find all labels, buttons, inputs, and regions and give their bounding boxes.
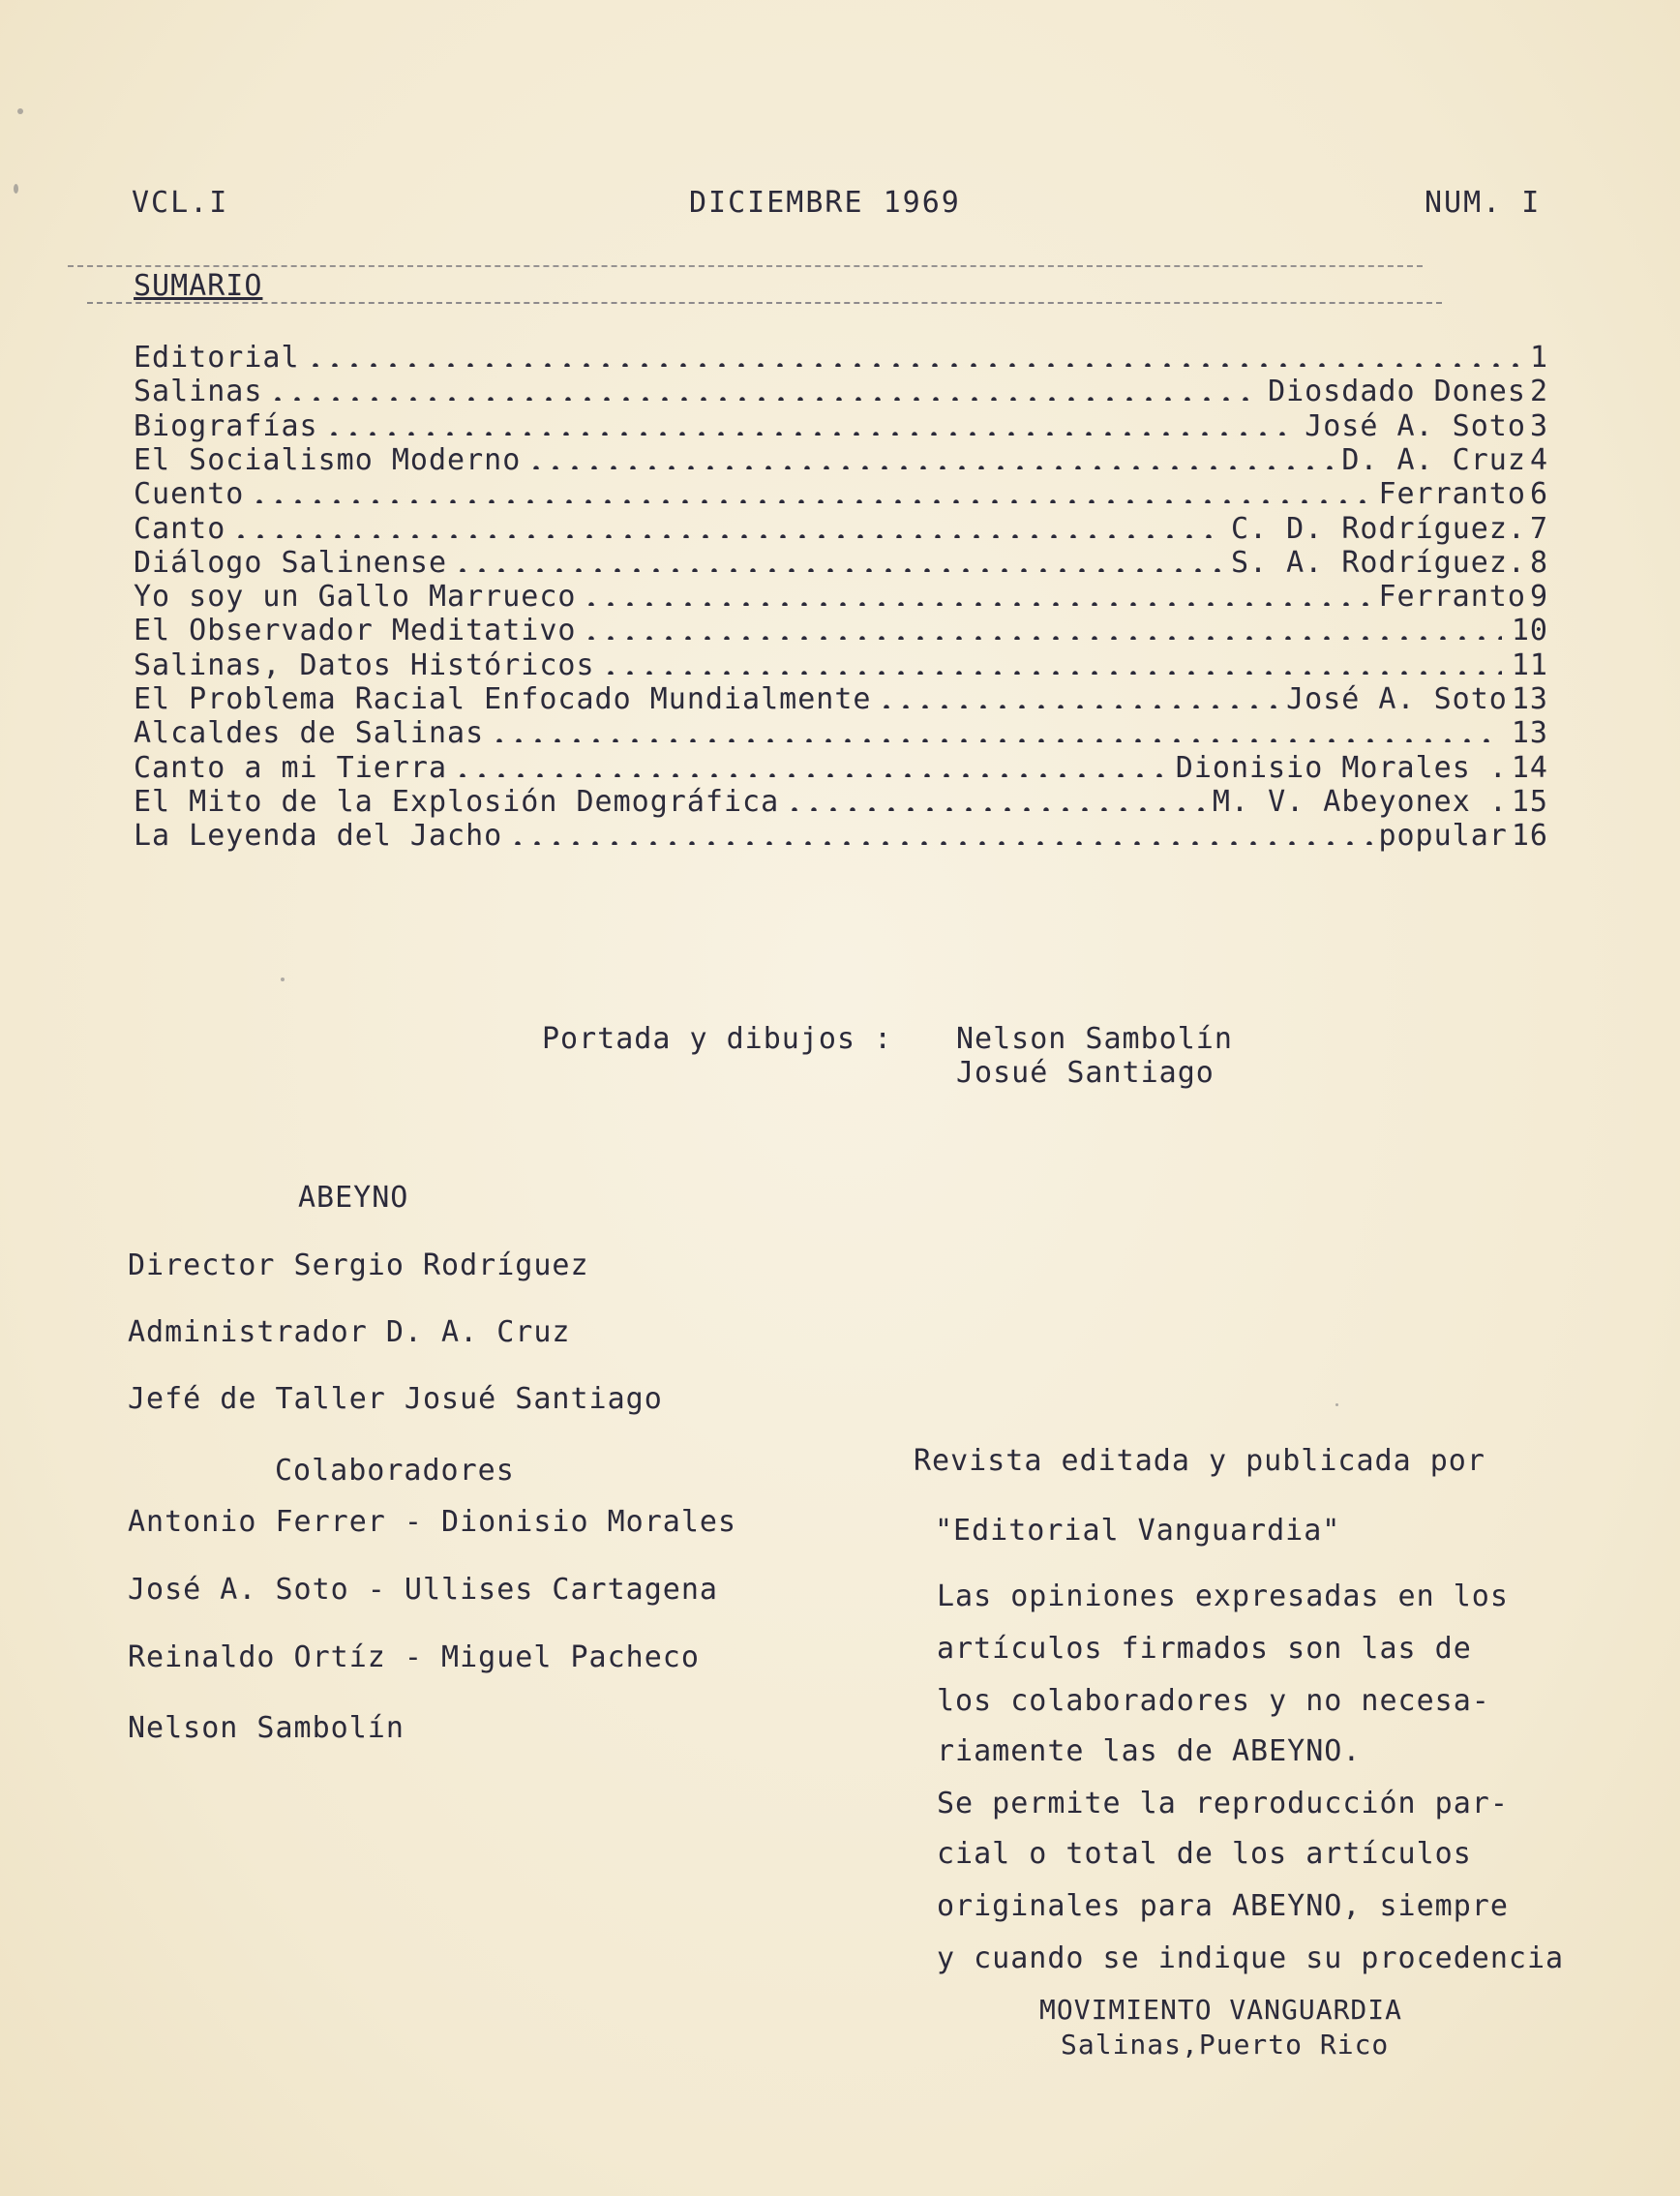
notice-line: originales para ABEYNO, siempre [937, 1889, 1509, 1923]
toc-leader-dots [306, 346, 1520, 367]
toc-leader-dots [231, 517, 1225, 538]
toc-entry-title: La Leyenda del Jacho [134, 819, 503, 854]
notice-line: Se permite la reproducción par- [937, 1787, 1509, 1820]
toc-leader-dots [453, 756, 1170, 777]
toc-entry [134, 443, 1548, 477]
toc-entry-author: Dionisio Morales . [1175, 750, 1508, 785]
toc-entry-right [1231, 512, 1548, 546]
notice-line: artículos firmados son las de [937, 1632, 1472, 1666]
toc-leader-dots [508, 824, 1372, 845]
toc-leader-dots [324, 414, 1300, 436]
toc-entry-page: 11 [1511, 647, 1548, 682]
toc-entry [134, 785, 1548, 819]
scan-speck [1335, 1403, 1338, 1406]
toc-entry-title: Canto [134, 511, 226, 546]
toc-entry-title: El Socialismo Moderno [134, 442, 522, 477]
notice-line: Las opiniones expresadas en los [937, 1579, 1509, 1613]
toc-entry-author: popular [1378, 819, 1508, 854]
credits-artist-1: Nelson Sambolín [956, 1022, 1233, 1056]
toc-entry-right [1176, 751, 1548, 785]
toc-entry-author: José A. Soto [1305, 408, 1526, 443]
toc-entry-page: 14 [1511, 750, 1548, 785]
header-rule [68, 265, 1423, 267]
toc-entry [134, 477, 1548, 511]
toc-entry-title: Alcaldes de Salinas [134, 716, 485, 751]
toc-leader-dots [490, 721, 1502, 742]
toc-leader-dots [453, 551, 1225, 572]
toc-entry [134, 375, 1548, 408]
toc-entry-page: 13 [1511, 716, 1548, 751]
toc-entry-author: D. A. Cruz [1341, 442, 1526, 477]
toc-entry-right [1508, 614, 1548, 647]
toc-entry [134, 409, 1548, 443]
publisher-organization: MOVIMIENTO VANGUARDIA [1039, 1994, 1403, 2026]
collaborator-line: Antonio Ferrer - Dionisio Morales [128, 1505, 737, 1539]
toc-entry-author: José A. Soto [1286, 682, 1508, 716]
toc-entry-page: 6 [1529, 477, 1548, 512]
toc-entry [134, 546, 1548, 580]
toc-entry [134, 512, 1548, 546]
toc-entry-page: 9 [1529, 580, 1548, 615]
toc-entry-right [1213, 785, 1548, 819]
notice-line: los colaboradores y no necesa- [937, 1684, 1490, 1718]
collaborator-line: Reinaldo Ortíz - Miguel Pacheco [128, 1640, 700, 1674]
toc-entry-page: 3 [1529, 408, 1548, 443]
issue-date: DICIEMBRE 1969 [689, 186, 961, 220]
credits-artist-2: Josué Santiago [956, 1056, 1215, 1090]
toc-entry [134, 614, 1548, 647]
toc-entry-right [1508, 648, 1548, 682]
toc-entry-author: Diosdado Dones [1268, 375, 1526, 409]
toc-entry-title: El Observador Meditativo [134, 614, 577, 648]
toc-entry-title: Canto a mi Tierra [134, 750, 448, 785]
toc-entry-title: Salinas [134, 375, 263, 409]
toc-entry-title: Editorial [134, 341, 300, 375]
toc-entry [134, 648, 1548, 682]
notice-line: cial o total de los artículos [937, 1837, 1472, 1871]
toc-entry-title: El Mito de la Explosión Demográfica [134, 784, 780, 819]
toc-entry-author: C. D. Rodríguez. [1230, 511, 1526, 546]
toc-entry [134, 751, 1548, 785]
masthead-name: ABEYNO [298, 1181, 409, 1215]
toc-entry-author: Ferranto [1378, 580, 1526, 615]
toc-leader-dots [250, 482, 1372, 503]
toc-leader-dots [582, 618, 1501, 640]
toc-entry-page: 13 [1511, 682, 1548, 716]
toc-entry [134, 682, 1548, 716]
scan-speck [17, 108, 23, 114]
toc-entry-page: 1 [1529, 341, 1548, 375]
toc-entry-author: S. A. Rodríguez. [1230, 545, 1526, 580]
toc-entry-page: 15 [1511, 784, 1548, 819]
scan-speck [281, 978, 285, 981]
toc-entry-right [1508, 716, 1548, 750]
toc-entry-page: 2 [1529, 375, 1548, 409]
notice-line: y cuando se indique su procedencia [937, 1941, 1565, 1975]
notice-line: riamente las de ABEYNO. [937, 1734, 1362, 1768]
publisher-line-1: Revista editada y publicada por [914, 1444, 1485, 1478]
toc-entry-page: 10 [1511, 614, 1548, 648]
toc-entry-title: Cuento [134, 477, 245, 512]
toc-entry-author: Ferranto [1378, 477, 1526, 512]
staff-director: Director Sergio Rodríguez [128, 1248, 589, 1282]
issue-number: NUM. I [1425, 186, 1542, 220]
toc-entry-page: 16 [1511, 819, 1548, 854]
collaborators-heading: Colaboradores [275, 1454, 515, 1488]
toc-entry-right [1378, 819, 1548, 853]
toc-entry-page: 8 [1529, 545, 1548, 580]
toc-entry-title: Salinas, Datos Históricos [134, 647, 595, 682]
collaborator-line: José A. Soto - Ullises Cartagena [128, 1573, 718, 1607]
credits-label: Portada y dibujos : [542, 1022, 893, 1056]
publisher-location: Salinas,Puerto Rico [1061, 2029, 1390, 2061]
publisher-line-2: "Editorial Vanguardia" [935, 1514, 1341, 1548]
toc-entry-title: Yo soy un Gallo Marrueco [134, 580, 577, 615]
volume-label: VCL.I [132, 186, 229, 220]
toc-entry-right [1378, 477, 1548, 511]
toc-entry [134, 341, 1548, 375]
toc-entry-right [1268, 375, 1548, 408]
toc-leader-dots [526, 448, 1335, 469]
summary-heading: SUMARIO [134, 269, 263, 303]
toc-entry-title: Biografías [134, 408, 318, 443]
toc-entry-page: 4 [1529, 442, 1548, 477]
scan-speck [14, 184, 18, 194]
toc-entry-right [1341, 443, 1548, 477]
toc-entry-page: 7 [1529, 511, 1548, 546]
toc-entry-right [1305, 409, 1548, 443]
toc-entry-author: M. V. Abeyonex . [1212, 784, 1508, 819]
collaborator-line: Nelson Sambolín [128, 1711, 405, 1745]
toc-entry-title: Diálogo Salinense [134, 545, 448, 580]
toc-entry [134, 819, 1548, 853]
toc-leader-dots [785, 790, 1207, 811]
toc-entry [134, 716, 1548, 750]
toc-entry-right [1526, 341, 1548, 375]
toc-entry-right [1378, 580, 1548, 614]
staff-workshop-chief: Jefé de Taller Josué Santiago [128, 1382, 663, 1416]
summary-rule [87, 302, 1442, 304]
toc-leader-dots [582, 585, 1372, 606]
toc-entry [134, 580, 1548, 614]
toc-leader-dots [268, 379, 1262, 401]
toc-entry-right [1286, 682, 1548, 716]
toc-entry-title: El Problema Racial Enfocado Mundialmente [134, 682, 872, 716]
toc-leader-dots [877, 687, 1280, 708]
toc-leader-dots [601, 653, 1502, 675]
staff-administrator: Administrador D. A. Cruz [128, 1315, 571, 1349]
toc-entry-right [1231, 546, 1548, 580]
